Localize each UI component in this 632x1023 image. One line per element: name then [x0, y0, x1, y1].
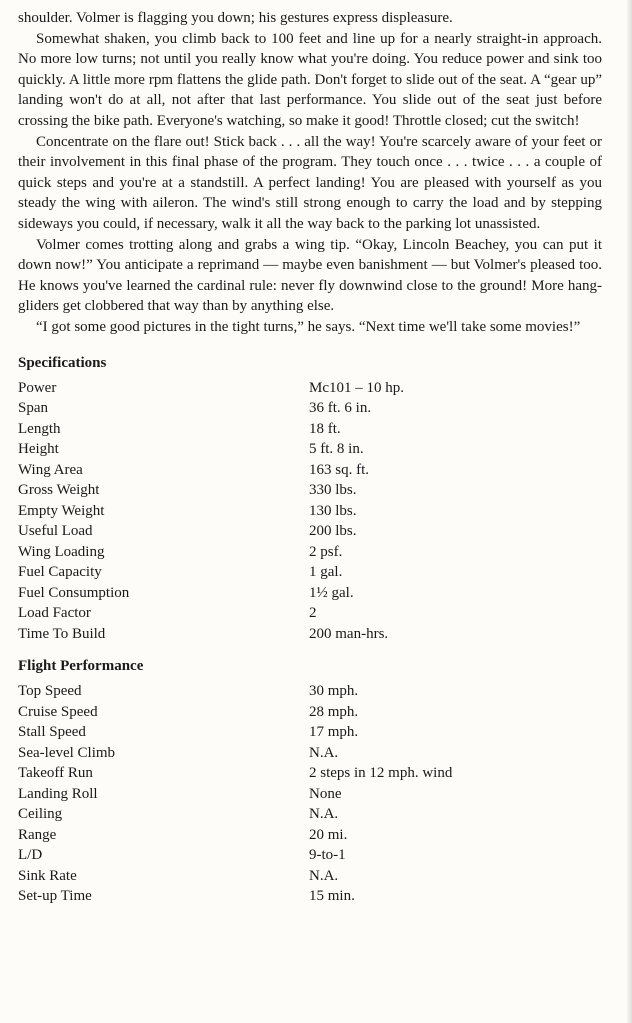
- performance-label: Range: [18, 826, 57, 843]
- performance-value: 15 min.: [309, 888, 355, 904]
- spec-label: Load Factor: [18, 605, 91, 621]
- performance-row: [18, 681, 602, 702]
- performance-value: N.A.: [309, 867, 339, 884]
- spec-label: Gross Weight: [18, 482, 100, 498]
- spec-label: Wing Loading: [18, 543, 105, 560]
- performance-row: [18, 702, 602, 723]
- spec-label: Length: [18, 420, 61, 437]
- spec-value: 2 psf.: [309, 543, 343, 560]
- spec-label: Empty Weight: [18, 502, 105, 519]
- performance-label: Sea-level Climb: [18, 744, 116, 761]
- performance-label: L/D: [18, 847, 43, 863]
- performance-row: [18, 743, 602, 764]
- spec-label: Power: [18, 379, 57, 396]
- spec-label: Span: [18, 400, 48, 416]
- performance-label: Stall Speed: [18, 724, 86, 740]
- spec-label: Height: [18, 441, 59, 457]
- spec-row: [18, 460, 602, 481]
- performance-value: 28 mph.: [309, 703, 359, 720]
- spec-value: 200 lbs.: [309, 523, 357, 539]
- paragraph: shoulder. Volmer is flagging you down; his gestures express displeasure.: [18, 10, 453, 26]
- performance-value: 30 mph.: [309, 683, 359, 699]
- spec-value: 330 lbs.: [309, 482, 357, 498]
- spec-value: 1½ gal.: [309, 584, 354, 601]
- spec-row: [18, 562, 602, 583]
- spec-value: 1 gal.: [309, 564, 343, 580]
- spec-label: Fuel Consumption: [18, 584, 130, 601]
- performance-row: [18, 763, 602, 784]
- performance-label: Cruise Speed: [18, 703, 98, 720]
- flight-performance-table: [18, 681, 602, 907]
- spec-row: [18, 439, 602, 460]
- performance-label: Set-up Time: [18, 888, 92, 904]
- paragraph: “I got some good pictures in the tight turns,” he says. “Next time we'll take some movies!”: [36, 318, 581, 335]
- paragraph: Somewhat shaken, you climb back to 100 feet and line up for a nearly straight-in approach. No more low turns; not until you really know what you're doing. You reduce power and sink too quickly. A little more rpm flattens the glide path. Don't forget to slide out of the seat. A “gear up” landing won't do at all, not after that last performance. You slide out of the seat just before crossing the bike path. Everyone's watching, so make it good! Throttle closed; cut the switch!: [18, 30, 602, 129]
- spec-value: 130 lbs.: [309, 502, 357, 519]
- spec-row: [18, 398, 602, 419]
- performance-label: Takeoff Run: [18, 765, 93, 781]
- spec-row: [18, 583, 602, 604]
- performance-value: N.A.: [309, 806, 339, 822]
- specifications-table: [18, 378, 602, 645]
- performance-label: Ceiling: [18, 806, 63, 822]
- performance-value: 17 mph.: [309, 724, 359, 740]
- performance-row: [18, 784, 602, 805]
- spec-row: [18, 419, 602, 440]
- spec-label: Wing Area: [18, 461, 83, 478]
- spec-value: 18 ft.: [309, 420, 341, 437]
- performance-value: 9-to-1: [309, 847, 346, 863]
- spec-value: 163 sq. ft.: [309, 461, 369, 478]
- spec-value: 200 man-hrs.: [309, 625, 389, 642]
- specifications-heading: Specifications: [18, 354, 107, 371]
- performance-row: [18, 804, 602, 825]
- spec-row: [18, 521, 602, 542]
- spec-row: [18, 378, 602, 399]
- spec-value: 2: [309, 605, 317, 621]
- spec-row: [18, 501, 602, 522]
- spec-row: [18, 603, 602, 624]
- spec-value: Mc101 – 10 hp.: [309, 379, 404, 396]
- spec-label: Time To Build: [18, 625, 106, 642]
- performance-value: 2 steps in 12 mph. wind: [309, 765, 453, 781]
- performance-value: N.A.: [309, 744, 339, 761]
- spec-row: [18, 480, 602, 501]
- performance-value: 20 mi.: [309, 826, 348, 843]
- paragraph: Volmer comes trotting along and grabs a wing tip. “Okay, Lincoln Beachey, you can put it down now!” You anticipate a reprimand — maybe even banishment — but Volmer's pleased too. He knows you've learned the cardinal rule: never fly downwind close to the ground! More hang-gliders get clobbered that way than by anything else.: [18, 236, 602, 315]
- flight-performance-heading: Flight Performance: [18, 658, 144, 674]
- performance-row: [18, 722, 602, 743]
- performance-row: [18, 825, 602, 846]
- narrative-text: [18, 8, 602, 338]
- performance-label: Landing Roll: [18, 785, 98, 802]
- spec-value: 5 ft. 8 in.: [309, 441, 364, 457]
- spec-value: 36 ft. 6 in.: [309, 400, 372, 416]
- spec-row: [18, 624, 602, 645]
- performance-label: Sink Rate: [18, 867, 77, 884]
- performance-row: [18, 886, 602, 907]
- spec-row: [18, 542, 602, 563]
- paragraph: Concentrate on the flare out! Stick back . . . all the way! You're scarcely aware of your feet or their involvement in this final phase of the program. They touch once . . . twice . . . a couple of quick steps and you're at a standstill. A perfect landing! You are pleased with yourself as you steady the wing with aileron. The wind's still strong enough to carry the load and by stepping sideways you could, if necessary, walk it all the way back to the parking lot unassisted.: [18, 133, 602, 232]
- spec-label: Useful Load: [18, 523, 93, 539]
- page-edge-shadow: [626, 0, 632, 1023]
- performance-value: None: [309, 785, 342, 802]
- spec-label: Fuel Capacity: [18, 564, 102, 580]
- performance-row: [18, 866, 602, 887]
- performance-label: Top Speed: [18, 683, 82, 699]
- performance-row: [18, 845, 602, 866]
